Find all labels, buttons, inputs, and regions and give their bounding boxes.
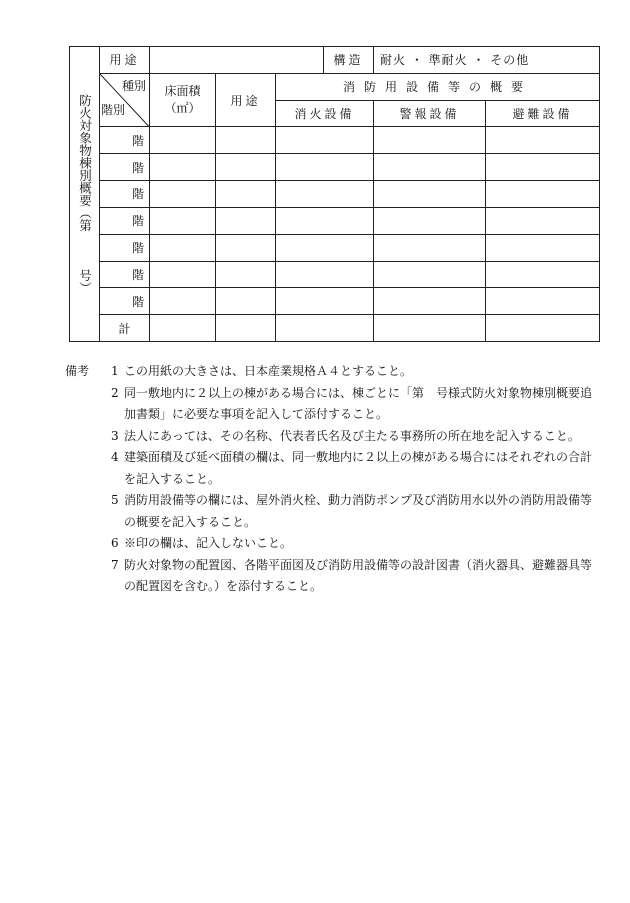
evac-cell[interactable] (486, 181, 600, 208)
usage-cell[interactable] (216, 261, 276, 288)
usage-cell[interactable] (216, 127, 276, 154)
table-row (70, 181, 600, 208)
note-number: 7 (111, 557, 119, 572)
alarm-cell[interactable] (374, 181, 486, 208)
side-title: 防火対象物棟別概要（第 号） (70, 47, 100, 342)
total-area-cell[interactable] (150, 315, 216, 342)
total-evac-cell[interactable] (486, 315, 600, 342)
floor-area-cell[interactable] (150, 181, 216, 208)
alarm-cell[interactable] (374, 234, 486, 261)
floor-area-cell[interactable] (150, 288, 216, 315)
evacuation-header: 避難設備 (486, 100, 600, 127)
note-text: 同一敷地内に２以上の棟がある場合には、棟ごとに「第 号様式防火対象物棟別概要追加書類」に必要な事項を記入して添付すること。 (124, 385, 593, 421)
note-number: 3 (111, 428, 119, 443)
fire-ext-cell[interactable] (276, 288, 374, 315)
evac-cell[interactable] (486, 234, 600, 261)
note-item (79, 490, 599, 533)
floor-cell[interactable]: 階 (100, 261, 150, 288)
evac-cell[interactable] (486, 207, 600, 234)
usage-column-header: 用途 (216, 73, 276, 127)
building-summary-table (69, 46, 600, 342)
table-row (70, 288, 600, 315)
table-row (70, 234, 600, 261)
table-row (70, 261, 600, 288)
fire-ext-cell[interactable] (276, 261, 374, 288)
evac-cell[interactable] (486, 261, 600, 288)
floor-cell[interactable]: 階 (100, 181, 150, 208)
floor-label: 階別 (101, 103, 126, 118)
usage-cell[interactable] (216, 288, 276, 315)
usage-cell[interactable] (216, 234, 276, 261)
evac-cell[interactable] (486, 288, 600, 315)
floor-area-header (150, 73, 216, 127)
floor-area-cell[interactable] (150, 207, 216, 234)
floor-cell[interactable]: 階 (100, 288, 150, 315)
notes-section (65, 361, 599, 598)
floor-area-cell[interactable] (150, 261, 216, 288)
total-fire-ext-cell[interactable] (276, 315, 374, 342)
usage-cell[interactable] (216, 181, 276, 208)
fire-ext-cell[interactable] (276, 234, 374, 261)
floor-area-unit: （㎡） (164, 101, 201, 116)
note-text: 建築面積及び延べ面積の欄は、同一敷地内に２以上の棟がある場合にはそれぞれの合計を記入すること。 (124, 450, 593, 486)
note-text: この用紙の大きさは、日本産業規格Ａ４とすること。 (124, 364, 413, 378)
note-item (65, 361, 599, 383)
floor-cell[interactable]: 階 (100, 234, 150, 261)
alarm-cell[interactable] (374, 154, 486, 181)
note-number: 1 (111, 364, 119, 378)
usage-cell[interactable] (216, 207, 276, 234)
table-row (70, 207, 600, 234)
note-number: 6 (111, 536, 119, 550)
note-text: 防火対象物の配置図、各階平面図及び消防用設備等の設計図書（消火器具、避難器具等の配置図を含む。）を添付すること。 (124, 557, 593, 593)
usage-cell[interactable] (216, 154, 276, 181)
floor-cell[interactable]: 階 (100, 207, 150, 234)
note-number: 5 (111, 493, 119, 507)
fire-ext-cell[interactable] (276, 154, 374, 181)
fire-extinguishing-header: 消火設備 (276, 100, 374, 127)
usage-value-field[interactable] (150, 47, 324, 74)
alarm-cell[interactable] (374, 207, 486, 234)
note-text: ※印の欄は、記入しないこと。 (124, 536, 293, 550)
floor-area-cell[interactable] (150, 234, 216, 261)
floor-cell[interactable]: 階 (100, 154, 150, 181)
alarm-header: 警報設備 (374, 100, 486, 127)
floor-area-cell[interactable] (150, 127, 216, 154)
note-text: 消防用設備等の欄には、屋外消火栓、動力消防ポンプ及び消防用水以外の消防用設備等の概要を記入すること。 (124, 493, 593, 529)
floor-area-cell[interactable] (150, 154, 216, 181)
evac-cell[interactable] (486, 127, 600, 154)
alarm-cell[interactable] (374, 261, 486, 288)
alarm-cell[interactable] (374, 288, 486, 315)
notes-label: 備考 (65, 364, 90, 378)
note-number: 2 (111, 385, 119, 400)
note-item (79, 383, 599, 426)
structure-label: 構造 (324, 47, 374, 74)
alarm-cell[interactable] (374, 127, 486, 154)
equipment-header: 消防用設備等の概要 (276, 73, 600, 100)
table-row (70, 127, 600, 154)
structure-value: 耐火 ・ 準耐火 ・ その他 (374, 47, 600, 74)
fire-ext-cell[interactable] (276, 181, 374, 208)
usage-label: 用途 (100, 47, 150, 74)
note-item (79, 555, 599, 598)
evac-cell[interactable] (486, 154, 600, 181)
fire-ext-cell[interactable] (276, 127, 374, 154)
note-text: 法人にあっては、その名称、代表者氏名及び主たる事務所の所在地を記入すること。 (124, 428, 580, 443)
note-item (79, 426, 599, 448)
note-item (79, 447, 599, 490)
category-floor-corner-cell (100, 73, 150, 127)
floor-cell[interactable]: 階 (100, 127, 150, 154)
total-row (70, 315, 600, 342)
note-number: 4 (111, 450, 119, 464)
note-item (79, 533, 599, 555)
floor-area-label: 床面積 (164, 84, 201, 99)
total-label: 計 (100, 315, 150, 342)
total-usage-cell[interactable] (216, 315, 276, 342)
table-row (70, 154, 600, 181)
category-label: 種別 (121, 78, 146, 93)
total-alarm-cell[interactable] (374, 315, 486, 342)
fire-ext-cell[interactable] (276, 207, 374, 234)
